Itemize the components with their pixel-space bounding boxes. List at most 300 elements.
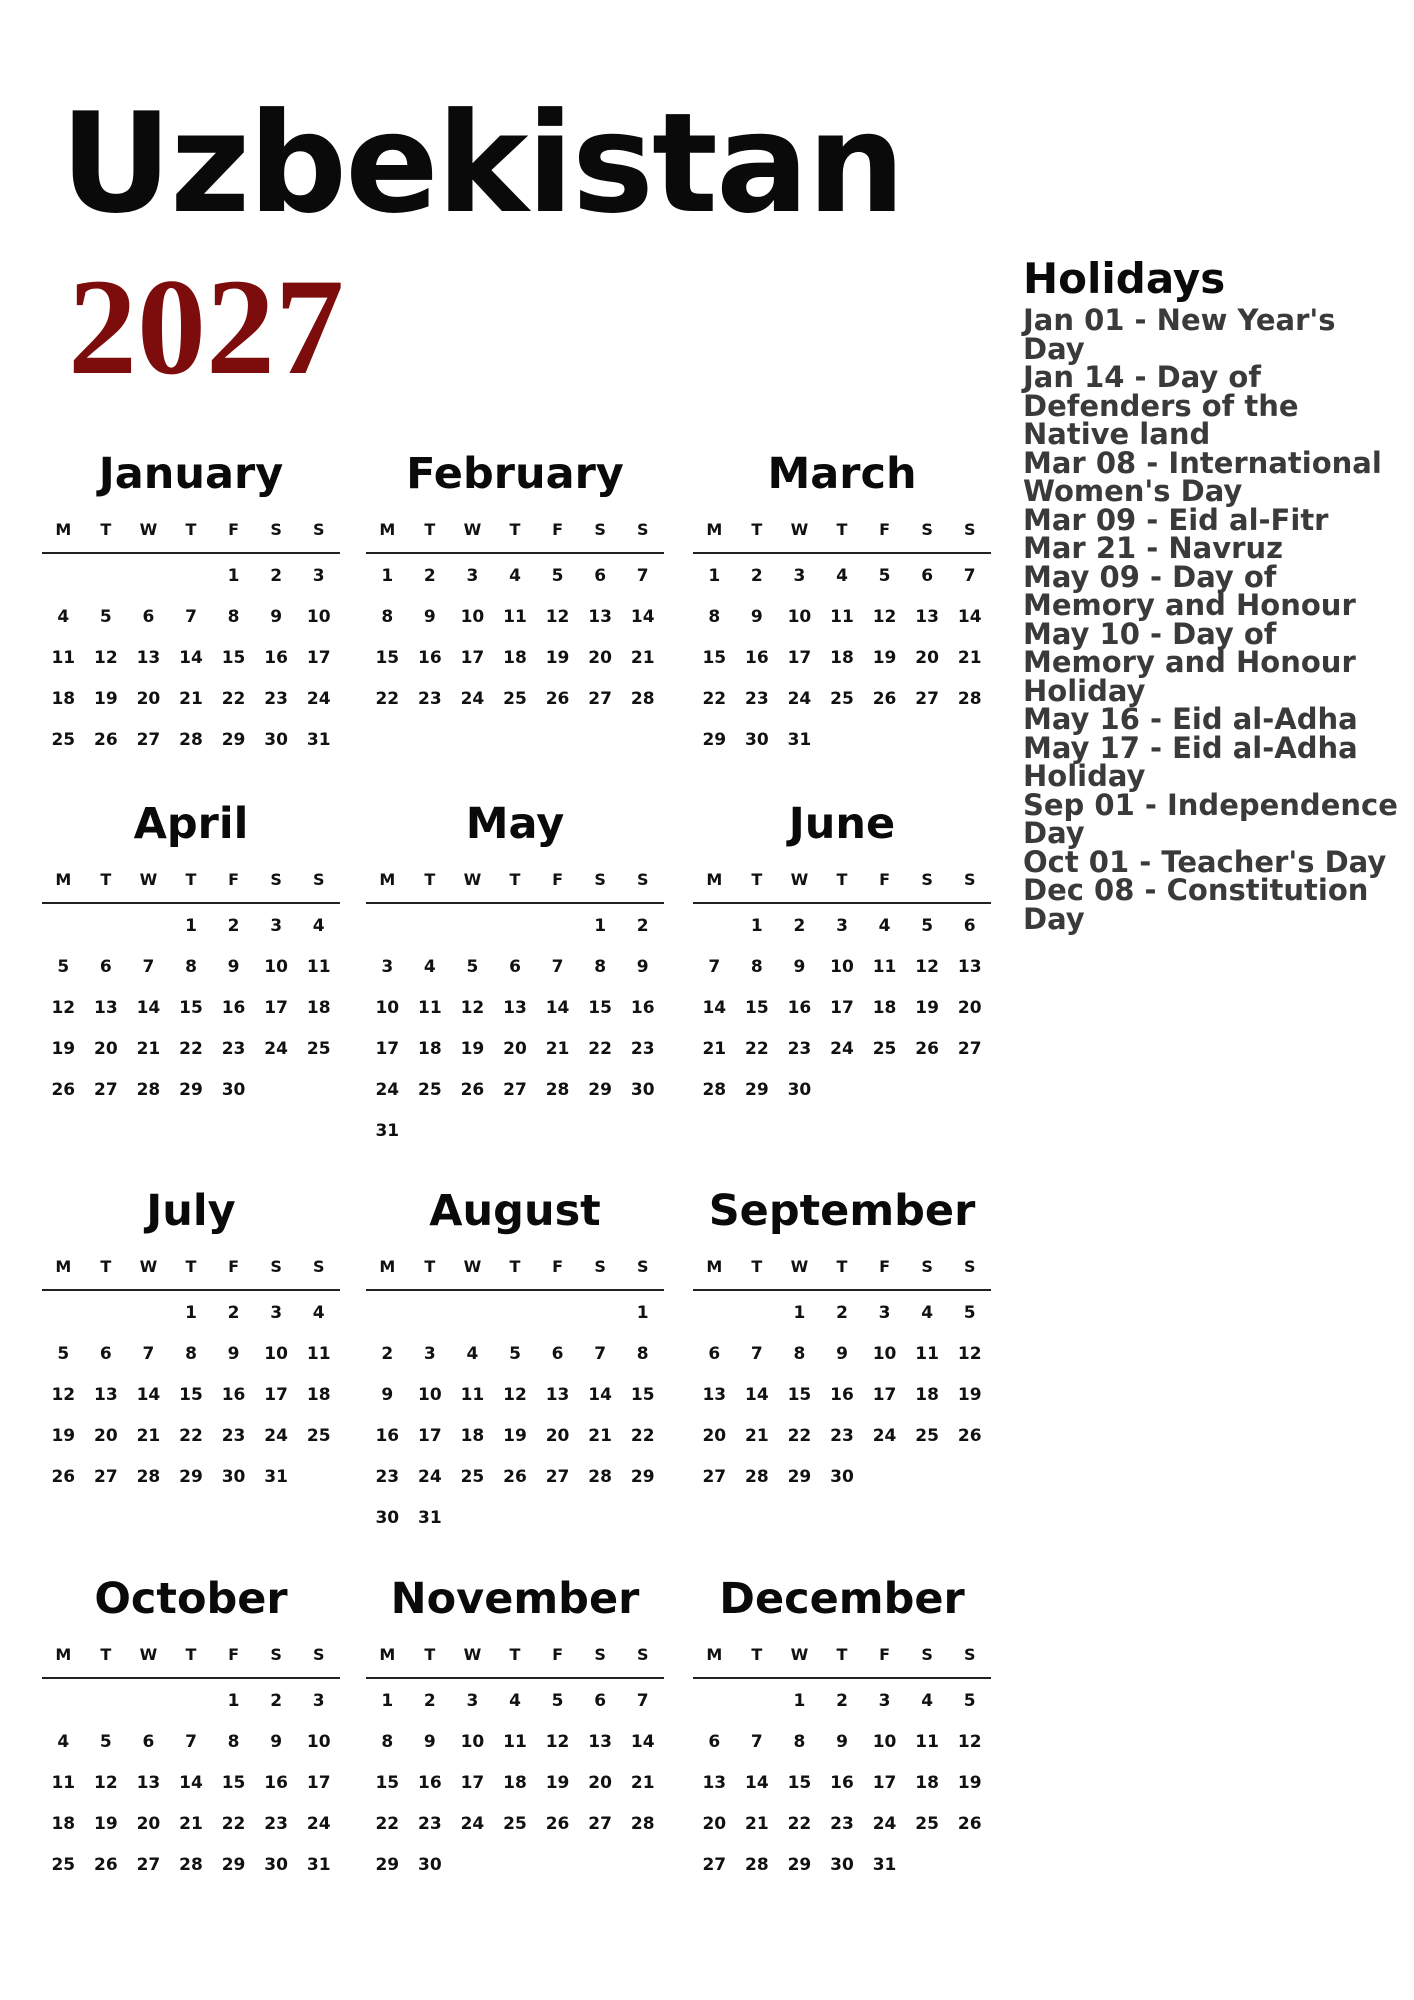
day-cell: 21 xyxy=(745,1814,769,1834)
day-cell: 2 xyxy=(270,1691,283,1711)
empty-cell xyxy=(494,906,537,947)
weekday-label: F xyxy=(552,1257,564,1276)
weekday-label: T xyxy=(509,870,521,889)
empty-cell xyxy=(127,556,170,597)
weekday-label: S xyxy=(270,1257,282,1276)
day-cell: 26 xyxy=(545,1814,570,1834)
weekday-label: S xyxy=(312,870,325,889)
day-cell: 3 xyxy=(312,1691,325,1711)
day-cell: 8 xyxy=(381,607,394,627)
day-cell: 15 xyxy=(745,998,769,1018)
day-cell: 15 xyxy=(787,1773,812,1793)
day-cell: 26 xyxy=(94,730,118,750)
holiday-item: May 17 - Eid al-Adha Holiday xyxy=(1023,730,1358,793)
page-title: Uzbekistan xyxy=(60,83,904,244)
day-cell: 11 xyxy=(306,957,331,977)
day-cell: 17 xyxy=(872,1385,897,1405)
day-cell: 1 xyxy=(793,1691,806,1711)
day-cell: 27 xyxy=(588,689,612,709)
day-cell: 20 xyxy=(503,1039,527,1059)
weekday-label: M xyxy=(55,1257,72,1276)
day-grid xyxy=(693,906,991,1111)
weekday-label: F xyxy=(879,520,891,539)
day-cell: 13 xyxy=(136,1773,161,1793)
day-cell: 16 xyxy=(830,1773,854,1793)
day-cell: 6 xyxy=(921,566,934,586)
weekday-label: M xyxy=(379,1257,396,1276)
empty-cell xyxy=(693,1293,736,1334)
day-grid xyxy=(366,1681,664,1886)
day-cell: 5 xyxy=(921,916,934,936)
day-cell: 20 xyxy=(702,1426,727,1446)
empty-cell xyxy=(42,1293,85,1334)
day-cell: 7 xyxy=(708,957,721,977)
holiday-item: Mar 08 - International Women's Day xyxy=(1023,445,1382,508)
weekday-label: W xyxy=(790,1257,809,1276)
day-cell: 18 xyxy=(418,1039,442,1059)
day-cell: 14 xyxy=(630,607,655,627)
weekday-label: T xyxy=(424,520,436,539)
day-cell: 18 xyxy=(306,998,331,1018)
day-cell: 16 xyxy=(418,648,442,668)
weekday-label: W xyxy=(139,870,158,889)
day-cell: 20 xyxy=(588,1773,612,1793)
day-cell: 30 xyxy=(264,730,288,750)
weekday-label: T xyxy=(836,1645,848,1664)
day-cell: 23 xyxy=(221,1039,246,1059)
month-october xyxy=(42,1571,340,1886)
weekday-label: S xyxy=(312,1257,325,1276)
day-cell: 28 xyxy=(745,1467,769,1487)
holiday-item: Mar 09 - Eid al-Fitr xyxy=(1023,502,1329,537)
day-cell: 17 xyxy=(787,648,812,668)
holidays-title: Holidays xyxy=(1023,254,1226,303)
weekday-label: S xyxy=(636,870,649,889)
day-cell: 12 xyxy=(957,1344,982,1364)
day-cell: 19 xyxy=(957,1773,982,1793)
day-cell: 26 xyxy=(545,689,570,709)
day-cell: 25 xyxy=(306,1039,331,1059)
day-cell: 1 xyxy=(185,1303,197,1323)
empty-cell xyxy=(693,906,736,947)
month-name: May xyxy=(465,799,565,849)
day-cell: 27 xyxy=(136,730,161,750)
day-cell: 12 xyxy=(94,1773,118,1793)
day-grid xyxy=(42,906,340,1111)
day-cell: 21 xyxy=(179,689,203,709)
month-name: April xyxy=(133,799,249,849)
day-cell: 6 xyxy=(708,1344,721,1364)
day-cell: 13 xyxy=(588,607,612,627)
day-cell: 4 xyxy=(921,1303,934,1323)
day-cell: 2 xyxy=(423,566,436,586)
day-cell: 17 xyxy=(306,648,331,668)
weekday-label: S xyxy=(594,1257,606,1276)
day-cell: 23 xyxy=(787,1039,812,1059)
day-cell: 3 xyxy=(836,916,848,936)
weekday-label: S xyxy=(270,1645,282,1664)
day-cell: 27 xyxy=(503,1080,527,1100)
day-grid xyxy=(693,1293,991,1498)
day-cell: 7 xyxy=(636,566,649,586)
day-cell: 9 xyxy=(227,957,240,977)
day-cell: 8 xyxy=(793,1732,806,1752)
day-cell: 26 xyxy=(94,1855,118,1875)
month-may xyxy=(366,796,664,1152)
empty-cell xyxy=(127,1293,170,1334)
weekday-label: T xyxy=(751,1645,763,1664)
day-cell: 31 xyxy=(418,1508,442,1528)
day-cell: 13 xyxy=(503,998,527,1018)
day-cell: 17 xyxy=(264,998,288,1018)
day-cell: 18 xyxy=(503,648,527,668)
day-cell: 5 xyxy=(551,566,564,586)
day-cell: 18 xyxy=(51,1814,76,1834)
weekday-label: S xyxy=(636,520,649,539)
day-cell: 31 xyxy=(264,1467,288,1487)
day-cell: 8 xyxy=(636,1344,649,1364)
weekday-header xyxy=(693,870,991,904)
month-january xyxy=(42,446,340,761)
holidays-list xyxy=(1023,303,1403,936)
day-cell: 9 xyxy=(423,607,436,627)
weekday-header xyxy=(366,1645,664,1679)
weekday-label: S xyxy=(594,1645,606,1664)
day-cell: 7 xyxy=(185,1732,197,1752)
day-cell: 25 xyxy=(915,1426,939,1446)
day-cell: 12 xyxy=(503,1385,527,1405)
day-cell: 22 xyxy=(221,1814,246,1834)
day-cell: 15 xyxy=(375,1773,400,1793)
day-cell: 17 xyxy=(306,1773,331,1793)
day-cell: 21 xyxy=(136,1426,161,1446)
day-cell: 18 xyxy=(460,1426,485,1446)
day-cell: 17 xyxy=(460,1773,485,1793)
day-cell: 24 xyxy=(418,1467,442,1487)
day-cell: 1 xyxy=(708,566,721,586)
empty-cell xyxy=(42,1681,85,1722)
empty-cell xyxy=(409,906,452,947)
day-cell: 16 xyxy=(745,648,769,668)
day-cell: 6 xyxy=(509,957,521,977)
day-cell: 29 xyxy=(588,1080,612,1100)
empty-cell xyxy=(85,1293,128,1334)
weekday-header xyxy=(42,1645,340,1679)
day-cell: 12 xyxy=(957,1732,982,1752)
day-cell: 22 xyxy=(787,1426,812,1446)
day-cell: 12 xyxy=(872,607,897,627)
day-cell: 11 xyxy=(418,998,442,1018)
day-cell: 10 xyxy=(460,1732,485,1752)
day-cell: 30 xyxy=(830,1855,854,1875)
day-cell: 21 xyxy=(588,1426,612,1446)
day-cell: 3 xyxy=(423,1344,436,1364)
holiday-item: May 16 - Eid al-Adha xyxy=(1023,702,1358,736)
weekday-header xyxy=(693,1645,991,1679)
day-cell: 24 xyxy=(460,689,485,709)
weekday-label: T xyxy=(100,1645,112,1664)
day-cell: 25 xyxy=(418,1080,442,1100)
weekday-label: S xyxy=(963,520,976,539)
day-grid xyxy=(42,1681,340,1886)
day-cell: 23 xyxy=(264,1814,288,1834)
day-cell: 8 xyxy=(381,1732,394,1752)
day-cell: 5 xyxy=(57,957,70,977)
day-cell: 11 xyxy=(51,1773,76,1793)
day-cell: 10 xyxy=(872,1732,897,1752)
weekday-label: W xyxy=(790,870,809,889)
day-cell: 6 xyxy=(594,566,607,586)
day-cell: 14 xyxy=(588,1385,612,1405)
day-cell: 2 xyxy=(750,566,763,586)
day-cell: 29 xyxy=(787,1467,812,1487)
day-cell: 15 xyxy=(221,648,246,668)
day-cell: 30 xyxy=(418,1855,442,1875)
empty-cell xyxy=(536,1293,579,1334)
day-cell: 13 xyxy=(702,1773,727,1793)
day-cell: 24 xyxy=(264,1426,288,1446)
day-cell: 11 xyxy=(306,1344,331,1364)
day-cell: 6 xyxy=(99,957,112,977)
weekday-label: T xyxy=(424,1257,436,1276)
weekday-label: M xyxy=(55,520,72,539)
day-cell: 10 xyxy=(306,607,331,627)
day-cell: 8 xyxy=(708,607,721,627)
weekday-label: W xyxy=(139,1257,158,1276)
empty-cell xyxy=(451,906,494,947)
day-cell: 14 xyxy=(630,1732,655,1752)
day-cell: 9 xyxy=(227,1344,240,1364)
day-cell: 9 xyxy=(750,607,763,627)
day-cell: 19 xyxy=(915,998,939,1018)
day-cell: 20 xyxy=(94,1039,118,1059)
day-cell: 6 xyxy=(708,1732,721,1752)
day-cell: 10 xyxy=(264,957,288,977)
weekday-label: T xyxy=(836,1257,848,1276)
day-cell: 21 xyxy=(545,1039,570,1059)
month-november xyxy=(366,1571,664,1886)
day-cell: 26 xyxy=(957,1814,982,1834)
day-cell: 24 xyxy=(872,1814,897,1834)
day-cell: 19 xyxy=(545,648,570,668)
day-cell: 29 xyxy=(702,730,727,750)
day-cell: 25 xyxy=(306,1426,331,1446)
day-grid xyxy=(693,1681,991,1886)
day-cell: 3 xyxy=(381,957,394,977)
day-cell: 27 xyxy=(702,1855,727,1875)
day-cell: 26 xyxy=(957,1426,982,1446)
day-cell: 2 xyxy=(227,916,240,936)
day-cell: 1 xyxy=(636,1303,649,1323)
weekday-label: F xyxy=(552,1645,564,1664)
weekday-label: W xyxy=(463,1257,482,1276)
day-cell: 29 xyxy=(179,1467,203,1487)
day-cell: 18 xyxy=(830,648,854,668)
month-march xyxy=(693,446,991,761)
day-cell: 28 xyxy=(588,1467,612,1487)
day-cell: 21 xyxy=(630,1773,655,1793)
day-cell: 31 xyxy=(306,1855,331,1875)
day-cell: 20 xyxy=(915,648,939,668)
day-cell: 19 xyxy=(872,648,897,668)
month-name: December xyxy=(719,1574,965,1624)
day-cell: 13 xyxy=(136,648,161,668)
weekday-label: F xyxy=(552,520,564,539)
day-cell: 6 xyxy=(142,607,155,627)
weekday-label: T xyxy=(509,1257,521,1276)
day-cell: 22 xyxy=(745,1039,769,1059)
weekday-label: T xyxy=(836,520,848,539)
empty-cell xyxy=(693,1681,736,1722)
day-cell: 12 xyxy=(545,607,570,627)
day-cell: 7 xyxy=(551,957,564,977)
empty-cell xyxy=(85,556,128,597)
weekday-label: F xyxy=(228,1645,240,1664)
day-cell: 23 xyxy=(630,1039,655,1059)
empty-cell xyxy=(366,1293,409,1334)
weekday-label: T xyxy=(424,870,436,889)
month-name: February xyxy=(406,449,624,499)
day-cell: 14 xyxy=(136,1385,161,1405)
day-cell: 4 xyxy=(509,566,521,586)
day-cell: 9 xyxy=(270,1732,283,1752)
day-cell: 11 xyxy=(503,607,527,627)
day-cell: 2 xyxy=(423,1691,436,1711)
month-september xyxy=(693,1183,991,1498)
weekday-label: S xyxy=(921,1645,933,1664)
day-cell: 24 xyxy=(264,1039,288,1059)
day-cell: 5 xyxy=(963,1691,976,1711)
weekday-label: W xyxy=(139,520,158,539)
day-cell: 5 xyxy=(57,1344,70,1364)
weekday-label: T xyxy=(751,1257,763,1276)
day-cell: 13 xyxy=(545,1385,570,1405)
day-cell: 18 xyxy=(51,689,76,709)
empty-cell xyxy=(127,1681,170,1722)
day-grid xyxy=(42,1293,340,1498)
day-cell: 29 xyxy=(745,1080,769,1100)
day-cell: 22 xyxy=(787,1814,812,1834)
day-cell: 28 xyxy=(957,689,982,709)
day-cell: 9 xyxy=(636,957,649,977)
day-cell: 19 xyxy=(94,1814,118,1834)
day-cell: 25 xyxy=(915,1814,939,1834)
day-cell: 15 xyxy=(787,1385,812,1405)
day-cell: 16 xyxy=(375,1426,400,1446)
day-cell: 8 xyxy=(185,957,197,977)
day-cell: 10 xyxy=(375,998,400,1018)
day-cell: 7 xyxy=(963,566,976,586)
day-grid xyxy=(42,556,340,761)
day-cell: 22 xyxy=(630,1426,655,1446)
day-cell: 22 xyxy=(221,689,246,709)
day-cell: 31 xyxy=(375,1121,400,1141)
weekday-header xyxy=(693,520,991,554)
day-cell: 28 xyxy=(136,1467,161,1487)
day-cell: 25 xyxy=(51,730,76,750)
weekday-header xyxy=(42,870,340,904)
day-cell: 3 xyxy=(466,1691,479,1711)
month-name: June xyxy=(788,799,896,849)
weekday-label: S xyxy=(963,1645,976,1664)
day-cell: 8 xyxy=(594,957,607,977)
day-cell: 4 xyxy=(836,566,848,586)
day-cell: 22 xyxy=(702,689,727,709)
day-cell: 23 xyxy=(264,689,288,709)
day-cell: 26 xyxy=(915,1039,939,1059)
day-cell: 30 xyxy=(264,1855,288,1875)
day-cell: 10 xyxy=(872,1344,897,1364)
day-cell: 16 xyxy=(418,1773,442,1793)
day-cell: 10 xyxy=(264,1344,288,1364)
day-grid xyxy=(693,556,991,761)
day-cell: 12 xyxy=(545,1732,570,1752)
year-label: 2027 xyxy=(68,250,344,403)
day-cell: 18 xyxy=(872,998,897,1018)
day-cell: 14 xyxy=(545,998,570,1018)
day-cell: 28 xyxy=(179,730,203,750)
day-cell: 10 xyxy=(787,607,812,627)
weekday-label: M xyxy=(379,1645,396,1664)
month-april xyxy=(42,796,340,1111)
weekday-label: W xyxy=(790,1645,809,1664)
day-cell: 15 xyxy=(588,998,612,1018)
day-cell: 15 xyxy=(179,1385,203,1405)
weekday-label: W xyxy=(463,520,482,539)
weekday-label: T xyxy=(100,1257,112,1276)
day-cell: 11 xyxy=(51,648,76,668)
day-cell: 18 xyxy=(306,1385,331,1405)
day-grid xyxy=(366,1293,664,1539)
day-cell: 7 xyxy=(750,1344,763,1364)
weekday-label: S xyxy=(594,870,606,889)
day-cell: 3 xyxy=(878,1691,891,1711)
month-name: August xyxy=(429,1186,601,1236)
day-cell: 2 xyxy=(270,566,283,586)
day-cell: 21 xyxy=(179,1814,203,1834)
empty-cell xyxy=(494,1293,537,1334)
day-cell: 10 xyxy=(306,1732,331,1752)
holiday-item: Jan 01 - New Year's Day xyxy=(1023,303,1336,366)
weekday-header xyxy=(42,1257,340,1291)
day-cell: 3 xyxy=(270,1303,283,1323)
day-cell: 7 xyxy=(636,1691,649,1711)
day-cell: 2 xyxy=(636,916,649,936)
day-cell: 22 xyxy=(179,1039,203,1059)
day-cell: 14 xyxy=(136,998,161,1018)
day-cell: 7 xyxy=(142,1344,155,1364)
day-cell: 31 xyxy=(872,1855,897,1875)
weekday-label: M xyxy=(379,520,396,539)
day-cell: 29 xyxy=(221,1855,246,1875)
day-cell: 14 xyxy=(745,1385,769,1405)
day-cell: 25 xyxy=(830,689,854,709)
day-cell: 23 xyxy=(418,689,442,709)
day-cell: 1 xyxy=(227,1691,240,1711)
day-cell: 12 xyxy=(915,957,939,977)
weekday-label: W xyxy=(463,870,482,889)
day-cell: 23 xyxy=(221,1426,246,1446)
day-cell: 25 xyxy=(460,1467,485,1487)
day-cell: 16 xyxy=(264,1773,288,1793)
weekday-label: S xyxy=(921,1257,933,1276)
day-cell: 12 xyxy=(94,648,118,668)
empty-cell xyxy=(127,906,170,947)
day-cell: 17 xyxy=(830,998,854,1018)
month-name: October xyxy=(94,1574,288,1624)
day-cell: 16 xyxy=(830,1385,854,1405)
weekday-header xyxy=(693,1257,991,1291)
